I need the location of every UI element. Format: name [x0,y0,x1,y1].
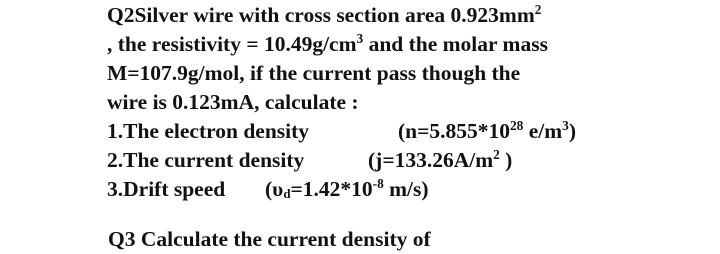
answer-text: (υ [265,177,284,201]
question-item-electron-density [107,117,707,146]
problem-text: Q2Silver wire with cross section area 0.923mm [107,3,535,27]
subscript: d [283,186,291,201]
problem-text: wire is 0.123mA, calculate : [107,90,359,114]
superscript: 3 [356,30,364,46]
answer-drift-speed [265,175,429,204]
problem-line-3 [107,59,707,88]
answer-current-density [368,146,512,175]
question-label: 1.The electron density [107,119,310,143]
question-item-current-density [107,146,707,175]
problem-line-4 [107,88,707,117]
answer-electron-density [398,117,576,146]
problem-text: M=107.9g/mol, if the current pass though the [107,61,521,85]
question-item-drift-speed [107,175,707,204]
problem-statement [107,1,707,204]
answer-text: ) [499,148,513,172]
answer-text: e/m [523,119,563,143]
problem-text: and the molar mass [363,32,548,56]
answer-text: m/s) [383,177,429,201]
answer-text: =1.42*10 [290,177,373,201]
superscript: 2 [534,1,542,17]
next-question-cutoff: Q3 Calculate the current density of [108,227,431,251]
superscript: 3 [562,117,569,133]
problem-line-2 [107,30,707,59]
superscript: 28 [510,117,524,133]
answer-text: ) [568,119,576,143]
superscript: -8 [372,175,384,191]
question-label: 3.Drift speed [107,177,226,201]
question-label: 2.The current density [107,148,305,172]
problem-text: , the resistivity = 10.49g/cm [107,32,357,56]
superscript: 2 [493,146,500,162]
problem-line-1 [107,1,707,30]
answer-text: (n=5.855*10 [398,119,510,143]
answer-text: (j=133.26A/m [368,148,494,172]
